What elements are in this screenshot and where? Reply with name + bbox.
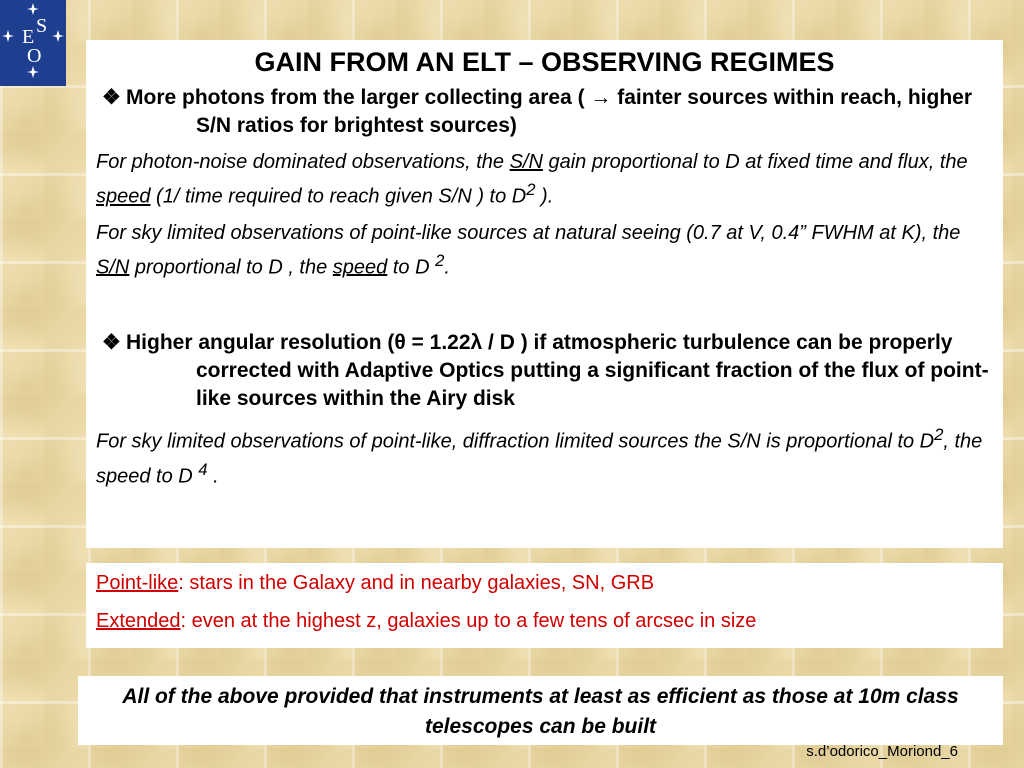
photon-noise-paragraph: [96, 148, 993, 211]
spacer: [96, 281, 993, 329]
logo-letter-s: S: [36, 15, 48, 37]
text: ).: [535, 185, 554, 208]
star-icon: [27, 66, 39, 78]
bullet-text: fainter sources within reach, higher S/N ratios for brightest sources): [196, 86, 973, 137]
diamond-bullet-icon: ❖: [102, 86, 121, 109]
lambda-symbol: λ: [470, 331, 483, 355]
definition-point-like: [96, 569, 993, 597]
eso-logo-graphic: [0, 0, 66, 86]
diffraction-limited-paragraph: [96, 421, 993, 490]
underlined-term: speed: [96, 185, 151, 208]
underlined-term: S/N: [96, 256, 130, 279]
star-icon: [52, 30, 64, 42]
text: gain proportional to D at fixed time and flux, the: [542, 151, 968, 173]
superscript: 2: [934, 425, 944, 445]
text: proportional to D , the: [129, 256, 333, 279]
text: For sky limited observations of point-like sources at natural seeing (0.7 at V, 0.4” FWHM at K), the: [96, 221, 961, 244]
bullet-text: Higher angular resolution (: [126, 331, 395, 355]
text: For photon-noise dominated observations, the: [96, 151, 510, 173]
superscript: 2: [435, 250, 445, 270]
text: .: [444, 256, 450, 279]
logo-letter-o: O: [27, 45, 42, 67]
main-content-box: [86, 40, 1003, 548]
text: (1/ time required to reach given S/N ) to D: [150, 185, 527, 208]
slide-footer: s.d’odorico_Moriond_6: [806, 743, 958, 760]
sky-limited-paragraph: [96, 219, 993, 282]
text: For sky limited observations of point-like, diffraction limited sources the S/N is proportional to D: [96, 430, 935, 453]
definition-term: Point-like: [96, 572, 179, 594]
definitions-box: [86, 563, 1003, 648]
conclusion-box: [78, 676, 1003, 745]
theta-symbol: θ: [394, 331, 406, 355]
definition-term: Extended: [96, 610, 181, 632]
bullet-text: = 1.22: [405, 331, 471, 355]
conclusion-note: All of the above provided that instruments at least as efficient as those at 10m class telescopes can be built: [122, 685, 959, 738]
eso-logo: [0, 0, 66, 86]
definition-extended: [96, 607, 993, 635]
diamond-bullet-icon: ❖: [102, 331, 121, 355]
text: to D: [387, 256, 436, 279]
bullet-angular-resolution: [96, 329, 993, 413]
star-icon: [27, 3, 39, 15]
superscript: 2: [526, 180, 536, 199]
bullet-text: More photons from the larger collecting area (: [126, 86, 591, 109]
underlined-term: speed: [332, 256, 388, 279]
star-icon: [2, 30, 14, 42]
bullet-more-photons: [96, 84, 993, 140]
text: , the speed to D: [96, 430, 983, 488]
slide-title: GAIN FROM AN ELT – OBSERVING REGIMES: [254, 47, 835, 77]
superscript: 4: [198, 459, 208, 479]
text: .: [207, 465, 219, 488]
bullet-text: / D ) if atmospheric turbulence can be properly corrected with Adaptive Optics putting a significant fraction of the flux of point-like sources within the Airy disk: [196, 331, 989, 411]
right-arrow-icon: →: [590, 86, 612, 109]
definition-text: : even at the highest z, galaxies up to a few tens of arcsec in size: [180, 610, 757, 632]
underlined-term: S/N: [509, 151, 543, 173]
definition-text: : stars in the Galaxy and in nearby galaxies, SN, GRB: [178, 572, 655, 594]
logo-letter-e: E: [22, 26, 35, 48]
